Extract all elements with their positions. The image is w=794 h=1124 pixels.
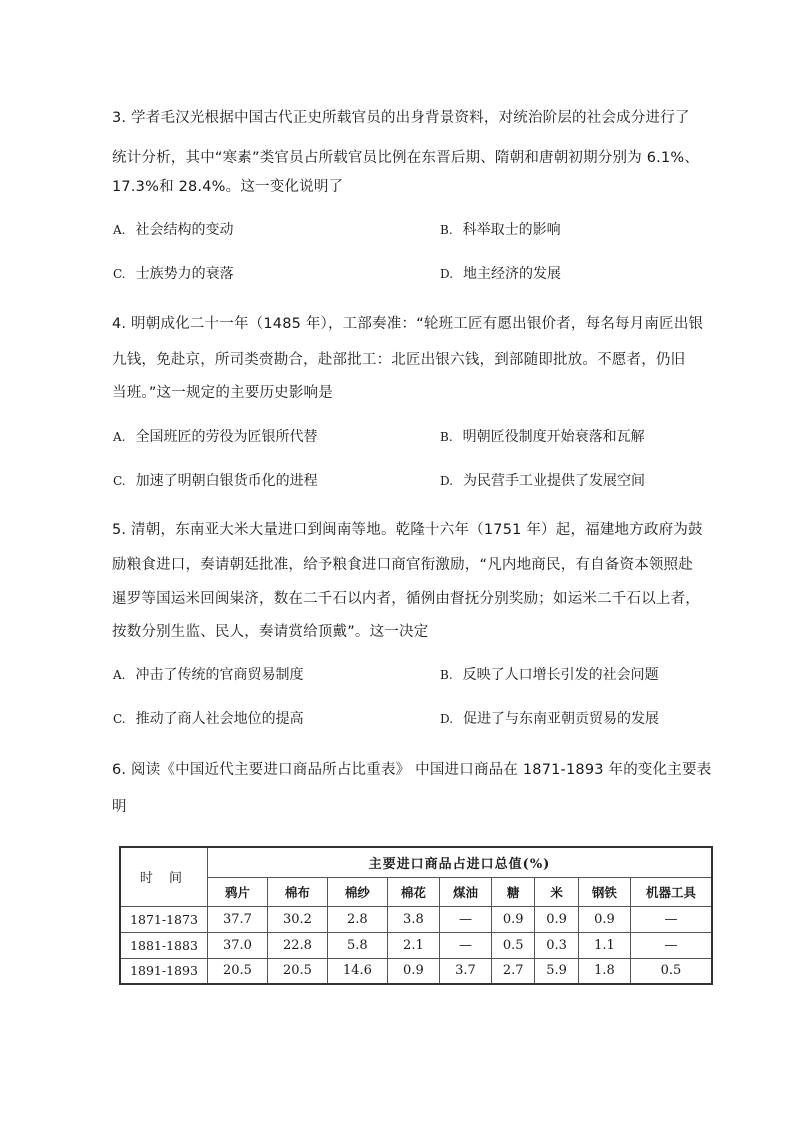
value-cell: —	[631, 906, 713, 932]
option-letter: D.	[440, 474, 454, 488]
value-cell: 5.9	[535, 958, 578, 984]
value-cell: 0.5	[631, 958, 713, 984]
question-4-line-2: 九钱，免赴京，所司类赍勘合，赴部批工：北匠出银六钱，到部随即批放。不愿者，仍旧	[112, 352, 686, 368]
option-letter: D.	[440, 712, 454, 726]
question-5-line-1: 5. 清朝，东南亚大米大量进口到闽南等地。乾隆十六年（1751 年）起，福建地方政府为鼓	[112, 522, 703, 538]
question-5-option-c[interactable]	[113, 709, 304, 729]
question-5-line-4: 按数分别生监、民人，奏请赏给顶戴”。这一决定	[112, 624, 429, 640]
value-cell: 30.2	[267, 906, 327, 932]
value-cell: 2.7	[492, 958, 535, 984]
value-cell: 1.1	[578, 932, 630, 958]
option-letter: C.	[113, 267, 126, 281]
column-header: 米	[535, 877, 578, 906]
option-letter: C.	[113, 712, 126, 726]
question-4-option-c[interactable]	[113, 471, 318, 491]
option-text: 为民营手工业提供了发展空间	[463, 473, 646, 489]
question-4-option-a[interactable]	[113, 427, 317, 447]
option-text: 全国班匠的劳役为匠银所代替	[135, 429, 318, 445]
option-letter: D.	[440, 267, 454, 281]
value-cell: 3.8	[387, 906, 439, 932]
table-row	[120, 958, 712, 984]
question-3-line-1: 3. 学者毛汉光根据中国古代正史所载官员的出身背景资料，对统治阶层的社会成分进行了	[112, 110, 690, 126]
option-text: 明朝匠役制度开始衰落和瓦解	[462, 429, 645, 445]
column-header: 煤油	[439, 877, 491, 906]
question-5-option-d[interactable]	[440, 709, 659, 729]
column-header: 鸦片	[208, 877, 268, 906]
period-cell: 1871-1873	[120, 906, 208, 932]
value-cell: —	[631, 932, 713, 958]
question-3-option-c[interactable]	[113, 264, 234, 284]
value-cell: 22.8	[267, 932, 327, 958]
question-5-option-a[interactable]	[113, 665, 303, 685]
table-row	[120, 932, 712, 958]
value-cell: 20.5	[267, 958, 327, 984]
question-3-option-a[interactable]	[113, 220, 233, 240]
question-3-line-2: 统计分析，其中“寒素”类官员占所载官员比例在东晋后期、隋朝和唐朝初期分别为 6.1%、	[112, 150, 700, 166]
column-header: 糖	[492, 877, 535, 906]
value-cell: 2.8	[327, 906, 387, 932]
value-cell: 1.8	[578, 958, 630, 984]
column-header: 棉纱	[327, 877, 387, 906]
option-text: 冲击了传统的官商贸易制度	[135, 667, 304, 683]
table-row	[120, 906, 712, 932]
column-header: 棉布	[267, 877, 327, 906]
question-6-line-2: 明	[112, 799, 127, 815]
import-share-table	[119, 846, 713, 985]
option-text: 士族势力的衰落	[135, 266, 234, 282]
time-header: 时 间	[120, 847, 208, 906]
option-text: 地主经济的发展	[463, 266, 562, 282]
option-letter: A.	[113, 223, 126, 237]
value-cell: 37.0	[208, 932, 268, 958]
column-header: 棉花	[387, 877, 439, 906]
option-text: 科举取士的影响	[462, 222, 561, 238]
option-text: 反映了人口增长引发的社会问题	[462, 667, 659, 683]
value-cell: 5.8	[327, 932, 387, 958]
value-cell: 14.6	[327, 958, 387, 984]
question-4-option-b[interactable]	[440, 427, 645, 447]
option-text: 社会结构的变动	[135, 222, 234, 238]
period-cell: 1881-1883	[120, 932, 208, 958]
option-letter: A.	[113, 430, 126, 444]
column-header: 机器工具	[631, 877, 713, 906]
question-3-line-3: 17.3%和 28.4%。这一变化说明了	[112, 179, 344, 195]
main-header: 主要进口商品占进口总值(%)	[208, 847, 713, 877]
option-letter: A.	[113, 668, 126, 682]
value-cell: 0.9	[578, 906, 630, 932]
value-cell: 20.5	[208, 958, 268, 984]
value-cell: 3.7	[439, 958, 491, 984]
option-letter: B.	[440, 430, 453, 444]
question-5-line-2: 励粮食进口，奏请朝廷批准，给予粮食进口商官衔激励，“凡内地商民，有自备资本领照赴	[112, 557, 694, 573]
value-cell: 0.9	[492, 906, 535, 932]
value-cell: 0.9	[535, 906, 578, 932]
question-4-line-1: 4. 明朝成化二十一年（1485 年），工部奏准：“轮班工匠有愿出银价者，每名每月南匠出银	[112, 316, 704, 332]
option-text: 促进了与东南亚朝贡贸易的发展	[463, 711, 660, 727]
option-text: 加速了明朝白银货币化的进程	[135, 473, 318, 489]
question-3-option-b[interactable]	[440, 220, 561, 240]
value-cell: 2.1	[387, 932, 439, 958]
question-6-line-1: 6. 阅读《中国近代主要进口商品所占比重表》 中国进口商品在 1871-1893 年的变化主要表	[112, 762, 712, 778]
question-5-option-b[interactable]	[440, 665, 659, 685]
value-cell: —	[439, 906, 491, 932]
value-cell: 0.3	[535, 932, 578, 958]
option-letter: C.	[113, 474, 126, 488]
period-cell: 1891-1893	[120, 958, 208, 984]
option-letter: B.	[440, 223, 453, 237]
question-4-option-d[interactable]	[440, 471, 645, 491]
question-5-line-3: 暹罗等国运米回闽粜济，数在二千石以内者，循例由督抚分别奖励；如运米二千石以上者，	[112, 591, 700, 607]
question-3-option-d[interactable]	[440, 264, 561, 284]
column-header: 钢铁	[578, 877, 630, 906]
option-letter: B.	[440, 668, 453, 682]
value-cell: —	[439, 932, 491, 958]
value-cell: 37.7	[208, 906, 268, 932]
value-cell: 0.9	[387, 958, 439, 984]
option-text: 推动了商人社会地位的提高	[135, 711, 304, 727]
value-cell: 0.5	[492, 932, 535, 958]
question-4-line-3: 当班。”这一规定的主要历史影响是	[112, 385, 333, 401]
